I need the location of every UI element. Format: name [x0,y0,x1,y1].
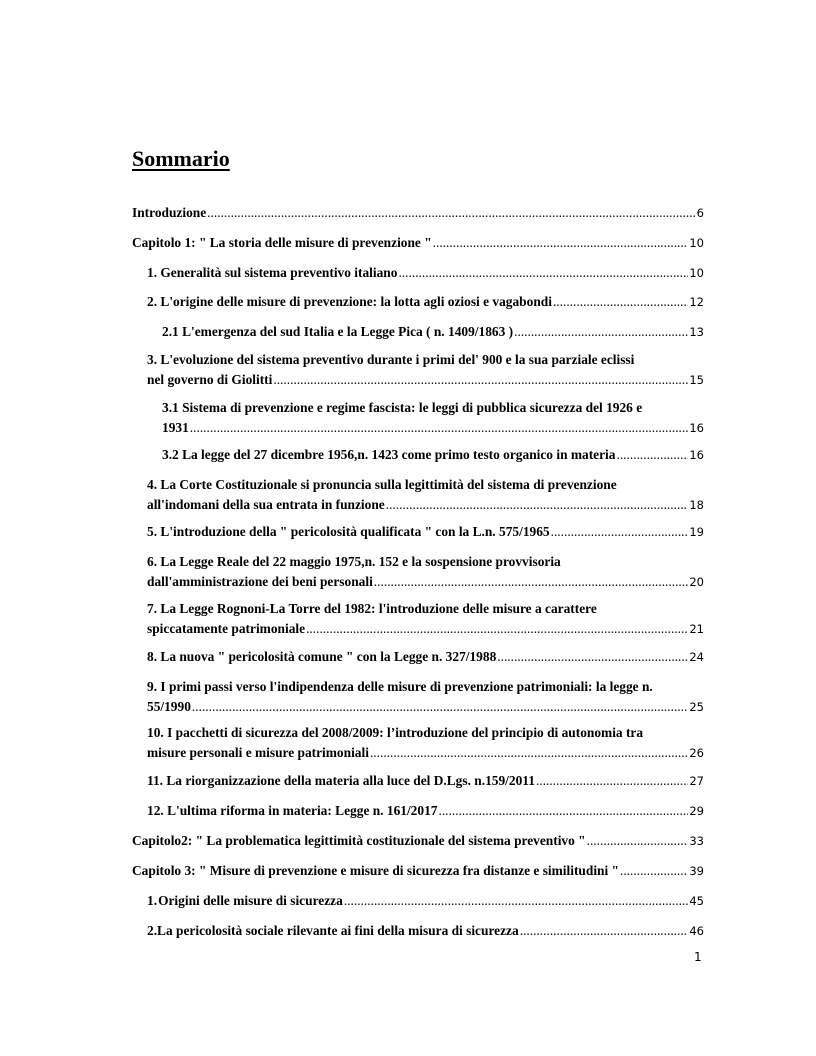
toc-entry-page: 39 [689,864,704,878]
toc-entry[interactable] [162,398,704,438]
toc-entry-page: 16 [689,448,704,462]
toc-entry-text: misure personali e misure patrimoniali [147,745,369,760]
page-number: 1 [694,950,702,964]
leader-dots [520,921,689,941]
leader-dots [551,522,689,542]
toc-entry[interactable] [147,599,704,639]
leader-dots [536,771,688,791]
toc-entry[interactable] [147,801,704,821]
leader-dots [438,801,688,821]
toc-entry[interactable] [132,831,704,851]
toc-entry[interactable] [132,203,704,223]
leader-dots [344,891,689,911]
toc-entry-text-line1: 4. La Corte Costituzionale si pronuncia sulla legittimità del sistema di prevenzione [147,477,617,492]
toc-entry-page: 24 [689,650,704,664]
toc-entry-page: 18 [689,498,704,512]
toc-entry-text: dall'amministrazione dei beni personali [147,574,373,589]
toc-entry-text: 55/1990 [147,699,191,714]
leader-dots [616,445,688,465]
leader-dots [497,647,688,667]
leader-dots [433,233,689,253]
toc-entry-page: 25 [689,700,704,714]
toc-entry-text: nel governo di Giolitti [147,372,273,387]
toc-entry[interactable] [147,771,704,791]
toc-entry-text: 1. Generalità sul sistema preventivo italiano [147,265,398,280]
leader-dots [207,203,696,223]
leader-dots [553,292,688,312]
toc-entry-text-line1: 10. I pacchetti di sicurezza del 2008/2009: l’introduzione del principio di autonomia tra [147,725,644,740]
toc-entry[interactable] [147,723,704,763]
toc-entry[interactable] [162,445,704,465]
leader-dots [192,697,688,717]
toc-entry[interactable] [147,552,704,592]
toc-entry-text: Origini delle misure di sicurezza [158,893,343,908]
toc-entry-page: 6 [696,206,704,220]
leader-dots [190,418,689,438]
toc-entry-text: 11. La riorganizzazione della materia alla luce del D.Lgs. n.159/2011 [147,773,535,788]
toc-entry[interactable] [132,233,704,253]
toc-entry-text: 2.1 L'emergenza del sud Italia e la Legge Pica ( n. 1409/1863 ) [162,324,514,339]
toc-entry-text-line1: 9. I primi passi verso l'indipendenza delle misure di prevenzione patrimoniali: la legge n. [147,679,653,694]
leader-dots [273,370,688,390]
toc-entry[interactable] [147,522,704,542]
toc-entry[interactable] [147,263,704,283]
toc-entry-page: 16 [689,421,704,435]
toc-entry-page: 45 [689,894,704,908]
toc-entry-text: 1931 [162,420,189,435]
toc-entry-number: 1. [147,893,158,908]
page-title: Sommario [132,146,230,171]
toc-entry-text: 2. L'origine delle misure di prevenzione: la lotta agli oziosi e vagabondi [147,294,552,309]
toc-entry[interactable] [147,350,704,390]
toc-entry-page: 20 [689,575,704,589]
leader-dots [398,263,688,283]
leader-dots [306,619,688,639]
toc-entry-text: Capitolo 1: " La storia delle misure di prevenzione " [132,235,432,250]
toc-entry-page: 29 [689,804,704,818]
toc-entry-page: 15 [689,373,704,387]
toc-entry-text: 3.2 La legge del 27 dicembre 1956,n. 1423 come primo testo organico in materia [162,447,616,462]
toc-entry-text-line1: 7. La Legge Rognoni-La Torre del 1982: l'introduzione delle misure a carattere [147,601,597,616]
toc-entry-text: all'indomani della sua entrata in funzione [147,497,385,512]
toc-entry-text: Capitolo2: " La problematica legittimità costituzionale del sistema preventivo " [132,833,586,848]
toc-entry-page: 10 [689,266,704,280]
toc-entry-page: 19 [689,525,704,539]
toc-entry[interactable] [147,292,704,312]
toc-entry-page: 13 [689,325,704,339]
toc-entry[interactable] [132,861,704,881]
toc-entry[interactable] [147,677,704,717]
toc-entry[interactable] [147,647,704,667]
toc-entry[interactable] [147,921,704,941]
leader-dots [514,322,688,342]
toc-entry-page: 27 [689,774,704,788]
toc-entry-page: 26 [689,746,704,760]
leader-dots [386,495,689,515]
toc-entry-page: 33 [689,834,704,848]
toc-entry-text-line1: 6. La Legge Reale del 22 maggio 1975,n. 152 e la sospensione provvisoria [147,554,561,569]
toc-entry-text: Introduzione [132,205,207,220]
leader-dots [370,743,688,763]
toc-entry[interactable] [147,475,704,515]
toc-entry-page: 12 [689,295,704,309]
toc-entry-text-line1: 3. L'evoluzione del sistema preventivo durante i primi del' 900 e la sua parziale eclissi [147,352,635,367]
leader-dots [374,572,689,592]
toc-entry-text: Capitolo 3: " Misure di prevenzione e misure di sicurezza fra distanze e similitudini " [132,863,619,878]
toc-entry-page: 10 [689,236,704,250]
toc-entry[interactable] [162,322,704,342]
toc-entry-number: 2. [147,923,158,938]
toc-entry-text: spiccatamente patrimoniale [147,621,306,636]
toc-entry[interactable] [147,891,704,911]
toc-entry-text: 12. L'ultima riforma in materia: Legge n. 161/2017 [147,803,438,818]
leader-dots [620,861,688,881]
leader-dots [587,831,689,851]
toc-entry-text: 5. L'introduzione della " pericolosità qualificata " con la L.n. 575/1965 [147,524,550,539]
toc-entry-text: 8. La nuova " pericolosità comune " con la Legge n. 327/1988 [147,649,497,664]
toc-entry-text: La pericolosità sociale rilevante ai fini della misura di sicurezza [157,923,519,938]
toc-entry-page: 21 [689,622,704,636]
toc-entry-text-line1: 3.1 Sistema di prevenzione e regime fascista: le leggi di pubblica sicurezza del 1926 e [162,400,643,415]
toc-entry-page: 46 [689,924,704,938]
